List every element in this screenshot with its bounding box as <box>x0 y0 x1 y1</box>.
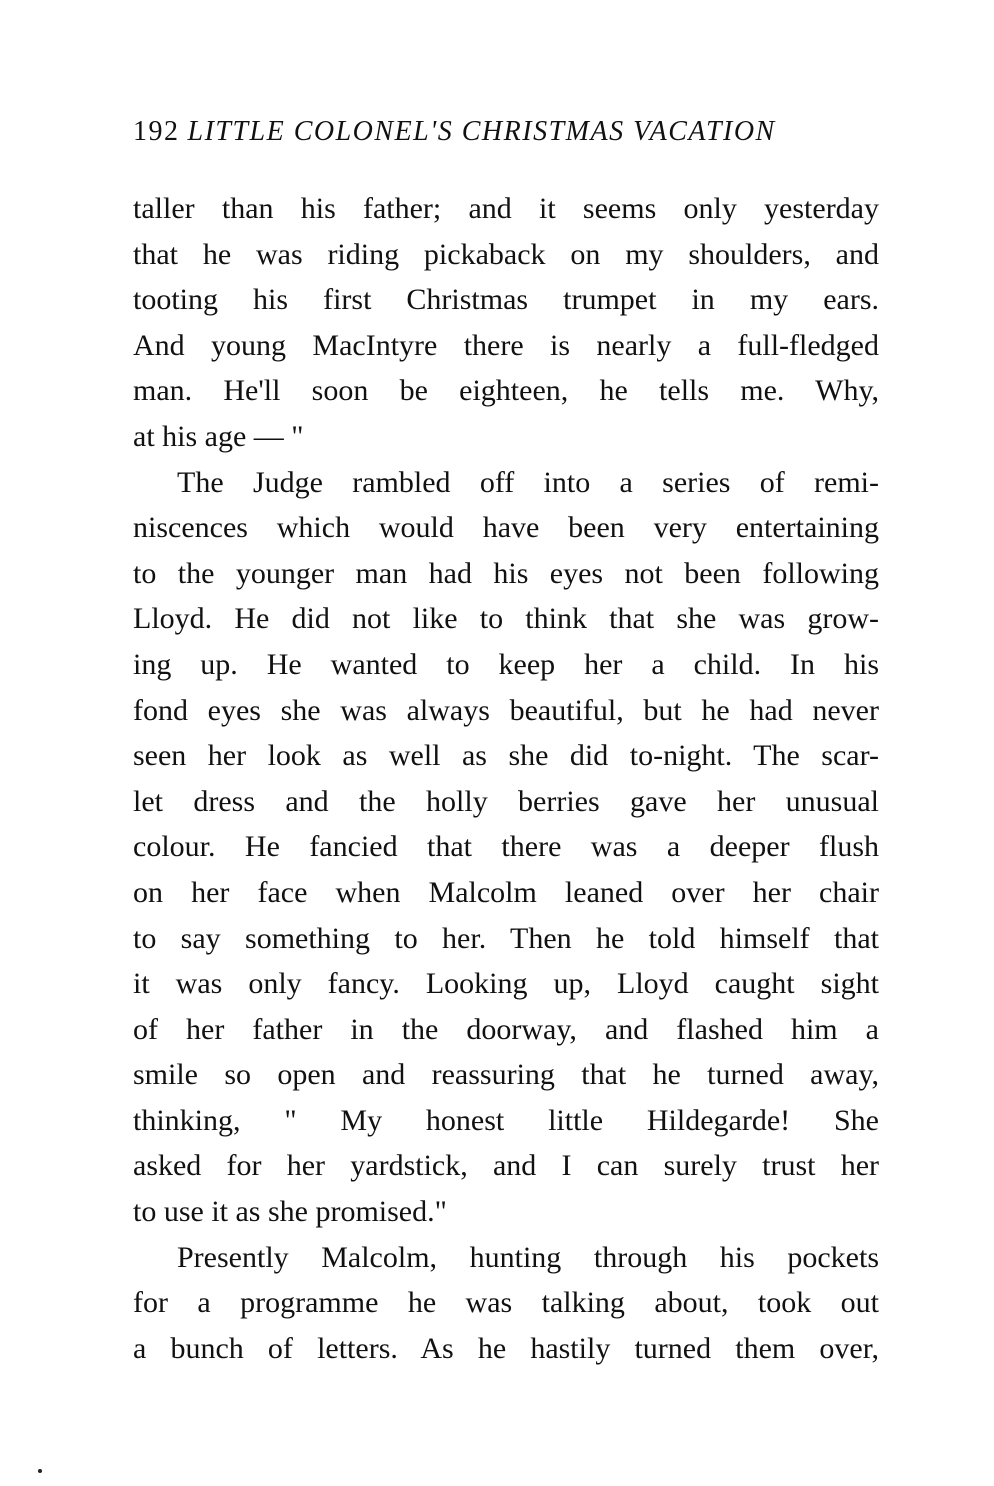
text-line: niscences which would have been very entertaining <box>133 511 879 545</box>
text-line: Lloyd. He did not like to think that she was grow- <box>133 602 879 636</box>
running-title: LITTLE COLONEL'S CHRISTMAS VACATION <box>187 116 776 147</box>
text-line: asked for her yardstick, and I can surely trust her <box>133 1149 879 1183</box>
text-line: on her face when Malcolm leaned over her chair <box>133 875 879 909</box>
text-line: tooting his first Christmas trumpet in my ears. <box>133 283 879 317</box>
text-line: to say something to her. Then he told himself that <box>133 921 879 955</box>
text-line: to the younger man had his eyes not been following <box>133 556 879 590</box>
text-line: seen her look as well as she did to-night. The scar- <box>133 739 879 773</box>
text-line: ing up. He wanted to keep her a child. In his <box>133 647 879 681</box>
text-line: for a programme he was talking about, took out <box>133 1286 879 1320</box>
page-number: 192 <box>133 116 180 147</box>
text-line: man. He'll soon be eighteen, he tells me. Why, <box>133 374 879 408</box>
text-line: of her father in the doorway, and flashed him a <box>133 1012 879 1046</box>
text-line: a bunch of letters. As he hastily turned them over, <box>133 1331 879 1365</box>
scan-speck <box>38 1469 42 1473</box>
text-line: to use it as she promised." <box>133 1195 447 1229</box>
paragraph-first-line: Presently Malcolm, hunting through his pockets <box>177 1240 879 1274</box>
paragraph-first-line: The Judge rambled off into a series of remi- <box>177 465 879 499</box>
body-text <box>133 186 879 1371</box>
text-line: thinking, " My honest little Hildegarde! She <box>133 1103 879 1137</box>
text-line: colour. He fancied that there was a deeper flush <box>133 830 879 864</box>
text-line: And young MacIntyre there is nearly a full-fledged <box>133 328 879 362</box>
text-line: smile so open and reassuring that he turned away, <box>133 1058 879 1092</box>
text-line: fond eyes she was always beautiful, but he had never <box>133 693 879 727</box>
text-line: that he was riding pickaback on my shoulders, and <box>133 237 879 271</box>
text-line: it was only fancy. Looking up, Lloyd caught sight <box>133 967 879 1001</box>
text-line: taller than his father; and it seems only yesterday <box>133 192 879 225</box>
text-line: let dress and the holly berries gave her unusual <box>133 784 879 818</box>
text-line: at his age — " <box>133 419 304 453</box>
page-header <box>133 112 893 152</box>
